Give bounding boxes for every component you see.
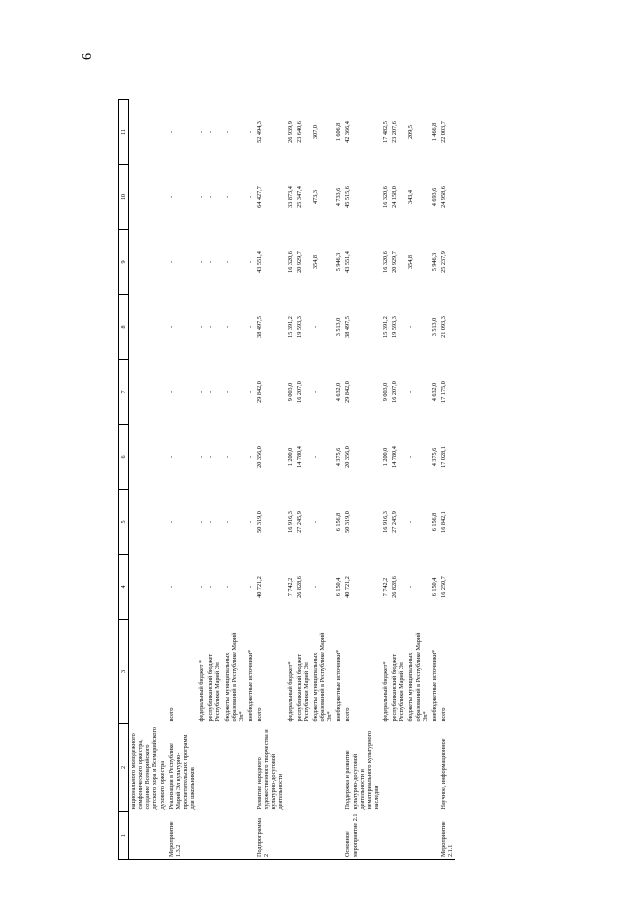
program-code-cell [197, 812, 206, 860]
funding-source-cell: внебюджетные источники* [335, 649, 343, 722]
value-cell-col-7: 9 003,0 [286, 382, 294, 402]
column-number-10: 10 [119, 165, 129, 230]
funding-source-cell: республиканский бюджет Республики Марий Эл [295, 653, 310, 722]
table-row [286, 100, 295, 860]
value-cell-col-5: 27 245,9 [391, 511, 399, 533]
value-cell-col-6: 20 356,0 [256, 446, 263, 468]
value-cell-col-11: 52 494,3 [256, 121, 263, 143]
funding-source-cell: всего [256, 707, 263, 722]
value-cell-col-11: - [198, 130, 206, 134]
program-name-cell [286, 724, 295, 812]
program-code-cell [334, 812, 343, 860]
value-cell-col-5: 6 156,8 [430, 512, 438, 532]
program-name-cell [246, 724, 255, 812]
value-cell-col-11: 1 606,8 [335, 122, 343, 142]
table-row [430, 100, 439, 860]
funding-source-cell: республиканский бюджет Республики Марий Эл [391, 653, 406, 722]
funding-source-cell: внебюджетные источники* [430, 649, 438, 722]
value-cell-col-7: 4 632,0 [335, 382, 343, 402]
value-cell-col-9: 16 320,6 [382, 251, 389, 273]
value-cell-col-11: 26 939,9 [286, 121, 294, 143]
column-number-6: 6 [119, 425, 129, 490]
table-row [223, 100, 246, 860]
program-code-cell [223, 812, 246, 860]
value-cell-col-10: 24 958,6 [439, 186, 447, 208]
program-code-cell [206, 812, 222, 860]
value-cell-col-4: - [198, 585, 206, 589]
program-name-cell [381, 724, 390, 812]
value-cell-col-6: - [311, 455, 319, 459]
value-cell-col-10: 64 427,7 [256, 186, 263, 208]
value-cell-col-6: 14 780,4 [295, 446, 303, 468]
program-code-cell [295, 812, 311, 860]
value-cell-col-8: 15 391,2 [286, 316, 294, 338]
value-cell-col-6: 4 375,6 [430, 447, 438, 467]
value-cell-col-11: 23 207,6 [391, 121, 399, 143]
budget-table [118, 99, 455, 860]
value-cell-col-8: 3 513,0 [335, 317, 343, 337]
program-name-cell [197, 724, 206, 812]
value-cell-col-11: 307,0 [311, 125, 319, 139]
program-name-cell [390, 724, 406, 812]
value-cell-col-4 [129, 555, 167, 620]
table-row [197, 100, 206, 860]
value-cell-col-9: - [198, 260, 206, 264]
column-number-7: 7 [119, 360, 129, 425]
value-cell-col-4: 6 150,4 [335, 577, 343, 597]
table-row [255, 100, 286, 860]
value-cell-col-5: 27 245,9 [295, 511, 303, 533]
value-cell-col-7: - [311, 390, 319, 394]
value-cell-col-7: 16 207,0 [391, 381, 399, 403]
value-cell-col-6 [129, 425, 167, 490]
value-cell-col-6: 4 375,6 [335, 447, 343, 467]
program-name-cell [334, 724, 343, 812]
program-code-cell [430, 812, 439, 860]
program-code-cell [390, 812, 406, 860]
program-code-cell [381, 812, 390, 860]
funding-source-cell: всего [439, 707, 447, 722]
page-number: 6 [80, 53, 95, 60]
value-cell-col-9: 20 929,7 [391, 251, 399, 273]
value-cell-col-5: - [167, 520, 175, 524]
value-cell-col-11: 22 003,7 [439, 121, 447, 143]
value-cell-col-4: 6 150,4 [430, 577, 438, 597]
program-name-cell [430, 724, 439, 812]
value-cell-col-9 [129, 230, 167, 295]
budget-table-rotated [118, 100, 538, 860]
funding-source-cell [129, 620, 167, 724]
value-cell-col-11: 17 482,5 [382, 121, 389, 143]
value-cell-col-8: - [198, 325, 206, 329]
value-cell-col-7: 9 003,0 [382, 382, 389, 402]
value-cell-col-4: 40 721,2 [256, 576, 263, 598]
column-number-5: 5 [119, 490, 129, 555]
value-cell-col-6: - [167, 455, 175, 459]
value-cell-col-5: 50 319,0 [256, 511, 263, 533]
table-row [129, 100, 167, 860]
column-number-3: 3 [119, 620, 129, 724]
value-cell-col-9: 5 946,3 [335, 252, 343, 272]
value-cell-col-7: 4 632,0 [430, 382, 438, 402]
value-cell-col-9: - [246, 260, 254, 264]
funding-source-cell: федеральный бюджет * [198, 659, 206, 722]
value-cell-col-8: 19 593,3 [391, 316, 399, 338]
program-name-cell: Научное, информационное [439, 738, 447, 810]
value-cell-col-10: 4 733,6 [335, 187, 343, 207]
value-cell-col-9: 20 929,7 [295, 251, 303, 273]
column-number-1: 1 [119, 812, 129, 860]
funding-source-cell: всего [167, 707, 175, 722]
value-cell-col-8: 3 513,0 [430, 317, 438, 337]
value-cell-col-4: - [223, 585, 231, 589]
program-name-cell [206, 724, 222, 812]
value-cell-col-4: - [407, 585, 415, 589]
table-row [311, 100, 334, 860]
value-cell-col-8: - [311, 325, 319, 329]
program-name-cell [311, 724, 334, 812]
value-cell-col-6: 17 028,1 [439, 446, 447, 468]
value-cell-col-4: 16 250,7 [439, 576, 447, 598]
value-cell-col-8: - [207, 325, 215, 329]
value-cell-col-9: 25 237,9 [439, 251, 447, 273]
table-row [381, 100, 390, 860]
column-number-4: 4 [119, 555, 129, 620]
value-cell-col-5: - [407, 520, 415, 524]
value-cell-col-5: - [207, 520, 215, 524]
program-name-cell: Реализация в Республике Марий Эл культурно-просветительских программ для школьников [167, 734, 196, 810]
value-cell-col-9: 354,8 [407, 255, 415, 269]
value-cell-col-7: 29 842,0 [256, 381, 263, 403]
program-code-cell [311, 812, 334, 860]
value-cell-col-10: - [223, 195, 231, 199]
value-cell-col-10: - [167, 195, 175, 199]
table-row [334, 100, 343, 860]
column-number-11: 11 [119, 100, 129, 165]
value-cell-col-11 [129, 100, 167, 165]
value-cell-col-10: 25 347,4 [295, 186, 303, 208]
value-cell-col-9: - [207, 260, 215, 264]
value-cell-col-11: - [223, 130, 231, 134]
value-cell-col-6: 14 780,4 [391, 446, 399, 468]
value-cell-col-8: 38 497,5 [256, 316, 263, 338]
value-cell-col-10 [129, 165, 167, 230]
value-cell-col-10: - [246, 195, 254, 199]
table-row [167, 100, 198, 860]
value-cell-col-5: 16 916,3 [286, 511, 294, 533]
value-cell-col-6: 1 200,0 [382, 447, 389, 467]
value-cell-col-7: - [407, 390, 415, 394]
program-code-cell [246, 812, 255, 860]
value-cell-col-9: - [167, 260, 175, 264]
program-code-cell: Мероприятие 2.1.1 [439, 812, 455, 860]
value-cell-col-4: - [167, 585, 175, 589]
value-cell-col-7: 29 842,0 [344, 381, 352, 403]
funding-source-cell: всего [344, 707, 352, 722]
value-cell-col-6: - [207, 455, 215, 459]
value-cell-col-10: 24 158,0 [391, 186, 399, 208]
value-cell-col-11: 1 466,8 [430, 122, 438, 142]
value-cell-col-9: 16 320,6 [286, 251, 294, 273]
program-code-cell [129, 812, 167, 860]
value-cell-col-7: - [167, 390, 175, 394]
column-number-header [119, 100, 129, 860]
table-row [206, 100, 222, 860]
value-cell-col-6: 20 356,0 [344, 446, 352, 468]
value-cell-col-5: - [311, 520, 319, 524]
value-cell-col-11: - [246, 130, 254, 134]
table-row [439, 100, 455, 860]
value-cell-col-7: 16 207,0 [295, 381, 303, 403]
value-cell-col-6: - [223, 455, 231, 459]
value-cell-col-4: 40 721,2 [344, 576, 352, 598]
value-cell-col-4: 26 828,6 [391, 576, 399, 598]
program-name-cell: Развитие народного художественного творчества и культурно-досуговой деятельности [256, 729, 285, 810]
program-name-cell [223, 724, 246, 812]
table-row [390, 100, 406, 860]
value-cell-col-10: - [207, 195, 215, 199]
program-code-cell: Основное мероприятие 2.1 [343, 812, 381, 860]
value-cell-col-11: 23 640,6 [295, 121, 303, 143]
value-cell-col-7: 17 175,0 [439, 381, 447, 403]
value-cell-col-5: 16 916,3 [382, 511, 389, 533]
value-cell-col-8: 15 391,2 [382, 316, 389, 338]
value-cell-col-5 [129, 490, 167, 555]
value-cell-col-11: - [207, 130, 215, 134]
value-cell-col-10: 16 320,6 [382, 186, 389, 208]
value-cell-col-6: - [246, 455, 254, 459]
value-cell-col-8: - [167, 325, 175, 329]
program-code-cell [406, 812, 429, 860]
funding-source-cell: федеральный бюджет* [286, 661, 294, 722]
program-name-cell: национального молодежного симфонического оркестра, создание Всемарийского детского хора и Всемарийского духового оркестра [130, 727, 166, 810]
funding-source-cell: бюджеты муниципальных образований в Республике Марий Эл* [223, 632, 245, 722]
value-cell-col-4: 26 828,6 [295, 576, 303, 598]
value-cell-col-4: - [246, 585, 254, 589]
value-cell-col-5: 50 319,0 [344, 511, 352, 533]
value-cell-col-6: - [198, 455, 206, 459]
value-cell-col-5: 16 842,1 [439, 511, 447, 533]
funding-source-cell: федеральный бюджет* [382, 661, 389, 722]
funding-source-cell: внебюджетные источники* [246, 649, 254, 722]
value-cell-col-7: - [207, 390, 215, 394]
value-cell-col-10: 33 873,4 [286, 186, 294, 208]
value-cell-col-8: 38 497,5 [344, 316, 352, 338]
funding-source-cell: бюджеты муниципальных образований в Республике Марий Эл* [311, 632, 334, 722]
program-name-cell [295, 724, 311, 812]
value-cell-col-5: - [198, 520, 206, 524]
program-name-cell: Поддержка и развитие культурно-досуговой деятельности и нематериального культурного наследия [344, 730, 380, 810]
value-cell-col-5: - [246, 520, 254, 524]
value-cell-col-9: - [223, 260, 231, 264]
value-cell-col-8 [129, 295, 167, 360]
table-row [246, 100, 255, 860]
value-cell-col-7 [129, 360, 167, 425]
value-cell-col-10: - [198, 195, 206, 199]
value-cell-col-11: 42 366,4 [344, 121, 352, 143]
value-cell-col-7: - [246, 390, 254, 394]
value-cell-col-7: - [198, 390, 206, 394]
value-cell-col-8: - [407, 325, 415, 329]
value-cell-col-8: 19 593,3 [295, 316, 303, 338]
table-body [129, 100, 456, 860]
value-cell-col-4: 7 742,2 [382, 577, 389, 597]
value-cell-col-10: 473,3 [311, 190, 319, 204]
funding-source-cell: республиканский бюджет Республики Марий Эл [207, 653, 222, 722]
value-cell-col-4: 7 742,2 [286, 577, 294, 597]
table-row [295, 100, 311, 860]
table-row [406, 100, 429, 860]
value-cell-col-8: 21 093,3 [439, 316, 447, 338]
value-cell-col-5: - [223, 520, 231, 524]
value-cell-col-11: 209,5 [407, 125, 415, 139]
column-number-9: 9 [119, 230, 129, 295]
funding-source-cell: бюджеты муниципальных образований в Республике Марий Эл* [407, 632, 429, 722]
program-code-cell: Мероприятие 1.3.2 [167, 812, 198, 860]
value-cell-col-8: - [223, 325, 231, 329]
table-row [343, 100, 381, 860]
value-cell-col-4: - [207, 585, 215, 589]
value-cell-col-8: - [246, 325, 254, 329]
value-cell-col-9: 5 946,3 [430, 252, 438, 272]
value-cell-col-10: 45 515,6 [344, 186, 352, 208]
value-cell-col-4: - [311, 585, 319, 589]
value-cell-col-7: - [223, 390, 231, 394]
value-cell-col-11: - [167, 130, 175, 134]
value-cell-col-9: 43 551,4 [256, 251, 263, 273]
value-cell-col-6: - [407, 455, 415, 459]
value-cell-col-9: 43 551,4 [344, 251, 352, 273]
program-code-cell: Подпрограмма 2 [255, 812, 286, 860]
program-name-cell [406, 724, 429, 812]
column-number-2: 2 [119, 724, 129, 812]
value-cell-col-6: 1 200,0 [286, 447, 294, 467]
program-code-cell [286, 812, 295, 860]
value-cell-col-5: 6 156,8 [335, 512, 343, 532]
column-number-8: 8 [119, 295, 129, 360]
value-cell-col-10: 4 693,6 [430, 187, 438, 207]
value-cell-col-9: 354,8 [311, 255, 319, 269]
value-cell-col-10: 343,4 [407, 190, 415, 204]
